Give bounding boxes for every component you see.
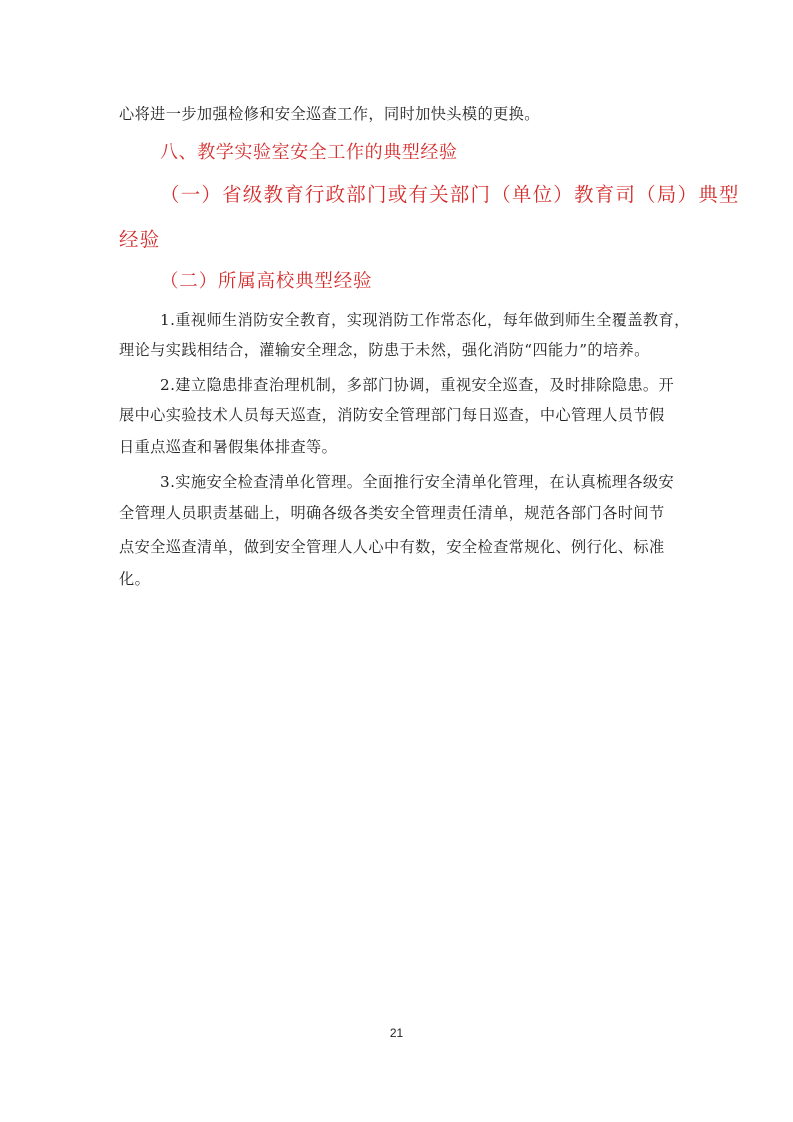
item-2-line-1: 2.建立隐患排查治理机制，多部门协调，重视安全巡查，及时排除隐患。开 xyxy=(160,376,675,394)
item-2-line-2: 展中心实验技术人员每天巡查，消防安全管理部门每日巡查，中心管理人员节假 xyxy=(119,406,665,424)
item-3-line-3: 点安全巡查清单，做到安全管理人人心中有数，安全检查常规化、例行化、标准 xyxy=(119,538,665,556)
item-1-line-1: 1.重视师生消防安全教育，实现消防工作常态化，每年做到师生全覆盖教育， xyxy=(160,311,690,329)
subsection-heading-2: （二）所属高校典型经验 xyxy=(160,271,373,292)
item-3-line-2: 全管理人员职责基础上，明确各级各类安全管理责任清单，规范各部门各时间节 xyxy=(119,504,665,522)
paragraph-continuation: 心将进一步加强检修和安全巡查工作，同时加快头模的更换。 xyxy=(119,105,540,123)
subsection-heading-1: （一）省级教育行政部门或有关部门（单位）教育司（局）典型 xyxy=(160,183,740,206)
item-3-line-1: 3.实施安全检查清单化管理。全面推行安全清单化管理，在认真梳理各级安 xyxy=(160,473,675,491)
item-3-line-4: 化。 xyxy=(119,570,151,588)
subsection-heading-1-cont: 经验 xyxy=(119,228,161,251)
item-2-line-3: 日重点巡查和暑假集体排查等。 xyxy=(119,438,338,456)
item-1-line-2: 理论与实践相结合，灌输安全理念，防患于未然，强化消防“四能力”的培养。 xyxy=(119,341,650,359)
page-number: 21 xyxy=(389,1026,404,1040)
section-heading-8: 八、教学实验室安全工作的典型经验 xyxy=(160,142,458,163)
